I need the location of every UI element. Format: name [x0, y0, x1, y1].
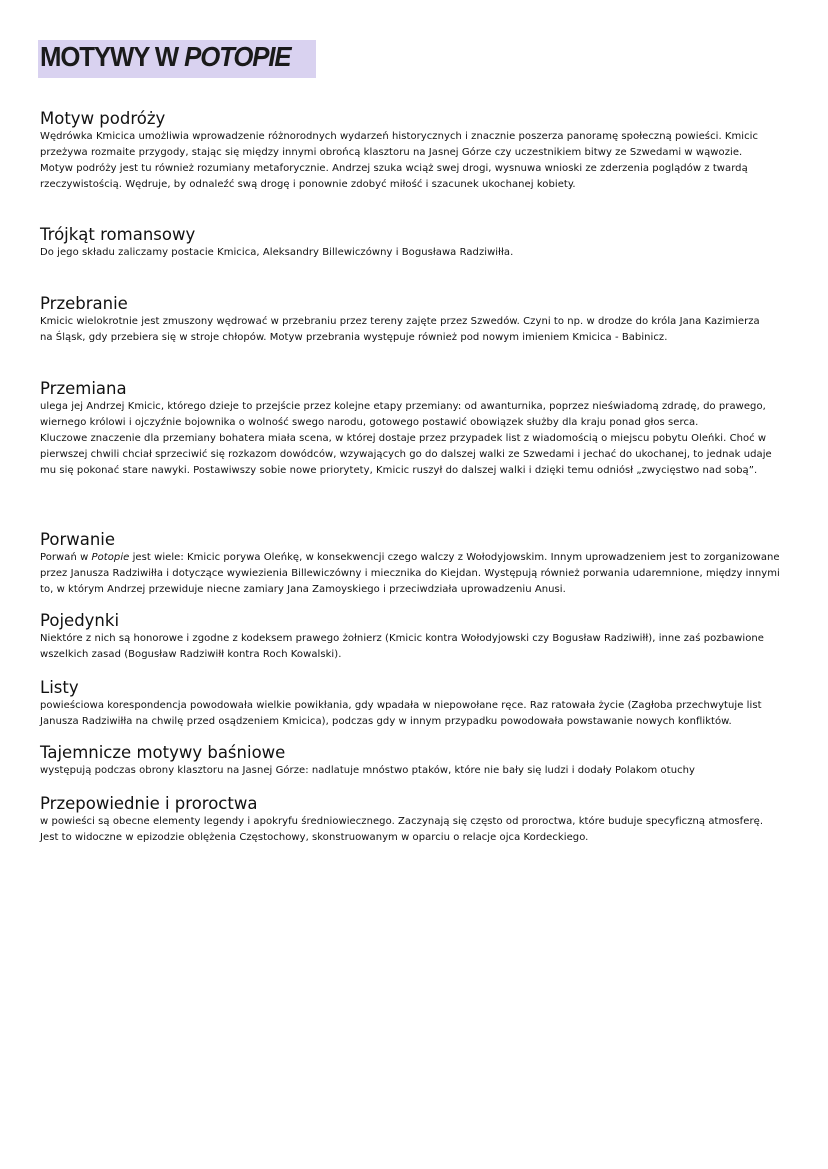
section-text: ulega jej Andrzej Kmicic, którego dzieje to przejście przez kolejne etapy przemiany: od awanturnika, poprzez nieświadomą zdradę, do prawego, wiernego królowi i ojczyźnie bojownika o wolność swego narodu, gotowego postawić obowiązek służby dla kraju ponad głos serca. Kluczowe znaczenie dla przemiany bohatera miała scena, w której dostaje przez przypadek list z wiadomością o miejscu pobytu Oleńki. Choć w pierwszej chwili chciał sprzeciwić się rozkazom dowódców, wzywających go do dalszej walki ze Szwedami i jechać do ukochanej, to jednak udaje mu się pokonać stare nawyki. Postawiwszy sobie nowe priorytety, Kmicic ruszył do dalszej walki i dzięki temu odniósł „zwycięstwo nad sobą”. [40, 401, 772, 476]
book-title-italic: Potopie [91, 552, 130, 563]
section-przebranie [40, 294, 790, 346]
section-porwanie [40, 530, 790, 598]
section-text: Kmicic wielokrotnie jest zmuszony wędrować w przebraniu przez tereny zajęte przez Szwedów. Czyni to np. w drodze do króla Jana Kazimierza na Śląsk, gdy przebiera się w stroje chłopów. Motyw przebrania występuje również pod nowym imieniem Kmicica - Babinicz. [40, 316, 760, 343]
section-text: w powieści są obecne elementy legendy i apokryfu średniowiecznego. Zaczynają się często od proroctwa, które buduje specyficzną atmosferę. Jest to widoczne w epizodzie oblężenia Częstochowy, skonstruowanym w oparciu o relacje ojca Kordeckiego. [40, 816, 764, 843]
section-text: Wędrówka Kmicica umożliwia wprowadzenie różnorodnych wydarzeń historycznych i znacznie poszerza panoramę społeczną powieści. Kmicic przeżywa rozmaite przygody, stając się między innymi obrońcą klasztoru na Jasnej Górze czy uczestnikiem bitwy ze Szwedami w wąwozie. Motyw podróży jest tu również rozumiany metaforycznie. Andrzej szuka wciąż swej drogi, wysnuwa wnioski ze zderzenia poglądów z twardą rzeczywistością. Wędruje, by odnaleźć swą drogę i ponownie zdobyć miłość i szacunek ukochanej kobiety. [40, 131, 759, 190]
title-prefix: MOTYWY W [40, 41, 185, 72]
section-heading: Przemiana [40, 379, 127, 398]
section-pojedynki [40, 611, 790, 663]
title-italic-part: POTOPIE [184, 41, 291, 72]
section-heading: Przebranie [40, 294, 128, 313]
section-przepowiednie [40, 794, 790, 846]
section-przemiana [40, 379, 790, 479]
title-highlight [38, 40, 316, 78]
section-listy [40, 678, 790, 730]
section-heading: Listy [40, 678, 79, 697]
section-motyw-podrozy [40, 109, 790, 193]
section-text: powieściowa korespondencja powodowała wielkie powikłania, gdy wpadała w niepowołane ręce. Raz ratowała życie (Zagłoba przechwytuje list Janusza Radziwiłła na chwilę przed osądzeniem Kmicica), podczas gdy w innym przypadku powodowała powstawanie nowych konfliktów. [40, 700, 762, 727]
section-heading: Przepowiednie i proroctwa [40, 794, 258, 813]
section-heading: Trójkąt romansowy [40, 225, 196, 244]
section-heading: Pojedynki [40, 611, 120, 630]
section-text: Niektóre z nich są honorowe i zgodne z kodeksem prawego żołnierz (Kmicic kontra Wołodyjowski czy Bogusław Radziwiłł), inne zaś pozbawione wszelkich zasad (Bogusław Radziwiłł kontra Roch Kowalski). [40, 633, 764, 660]
section-text: Do jego składu zaliczamy postacie Kmicica, Aleksandry Billewiczówny i Bogusława Radziwiłła. [40, 247, 514, 258]
section-trojkat-romansowy [40, 225, 790, 261]
section-heading: Porwanie [40, 530, 116, 549]
section-heading: Motyw podróży [40, 109, 166, 128]
section-motywy-basniowe [40, 743, 790, 779]
section-text: występują podczas obrony klasztoru na Jasnej Górze: nadlatuje mnóstwo ptaków, które nie bały się ludzi i dodały Polakom otuchy [40, 765, 695, 776]
section-text: Porwań w Potopie jest wiele: Kmicic porywa Oleńkę, w konsekwencji czego walczy z Wołodyjowskim. Innym uprowadzeniem jest to zorganizowane przez Janusza Radziwiłła i dotyczące wywiezienia Billewiczówny i miecznika do Kiejdan. Występują również porwania udaremnione, między innymi to, w którym Andrzej przewiduje niecne zamiary Jana Zamoyskiego i przeciwdziała uprowadzeniu Anusi. [40, 552, 780, 595]
section-heading: Tajemnicze motywy baśniowe [40, 743, 286, 762]
page-title [40, 42, 290, 72]
